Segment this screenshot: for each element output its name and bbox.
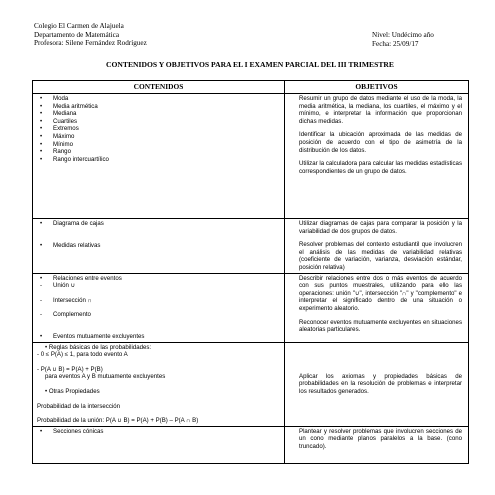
objective-text: Utilizar la calculadora para calcular las medidas estadísticas correspondientes de un grupo de datos. [299,160,462,175]
table-row [33,219,469,274]
objective-text: Describir relaciones entre dos o más eventos de acuerdo con sus puntos muestrales, utilizando para ello las operaciones: unión "∪", intersección "∩" y "complemento" e interpretar el significado dentro de una situación o experimento aleatorio. [299,274,462,312]
department: Departamento de Matemática [34,30,120,39]
objetivos-cell [285,273,469,342]
list-item: - Unión ∪ [40,282,76,290]
level: Nivel: Undécimo año [372,31,434,39]
objective-text: Identificar la ubicación aproximada de las medidas de posición de acuerdo con el tipo de asimetría de la distribución de los datos. [299,131,462,154]
list-item: • Medidas relativas [40,241,101,249]
list-item: • Mínimo [40,140,73,148]
rule-line: - 0 ≤ P(A) ≤ 1, para todo evento A [37,351,128,359]
objetivos-cell [285,94,469,219]
header-right [372,31,434,48]
document-title: CONTENIDOS Y OBJETIVOS PARA EL I EXAMEN PARCIAL DEL III TRIMESTRE [106,60,394,69]
list-item: • Extremos [40,125,79,133]
contenidos-cell [33,94,285,219]
list-item: • Moda [40,95,69,102]
list-item: - Intersección ∩ [40,296,92,304]
objective-text: Resumir un grupo de datos mediante el uso de la moda, la media aritmética, la mediana, los cuartiles, el máximo y el mínimo, e interpretar la información que proporcionan dichas medidas. [299,95,462,125]
objetivos-cell [285,426,469,463]
objective-text: Aplicar los axiomas y propiedades básicas de probabilidades en la resolución de problemas e interpretar los resultados generados. [299,372,462,395]
list-item: • Rango intercuartílico [40,155,109,163]
objective-text: Plantear y resolver problemas que involucren secciones de un cono mediante planos paralelos a la base. (cono truncado). [299,427,462,450]
table-row [33,426,469,463]
list-item: • Máximo [40,132,75,140]
list-item: • Cuartiles [40,117,78,125]
table-row [33,94,469,219]
list-item: • Rango [40,148,71,156]
objetivos-cell [285,219,469,274]
objetivos-cell [285,342,469,426]
rule-line: • Otras Propiedades [45,387,100,395]
table-header-row [33,81,469,94]
school-name: Colegio El Carmen de Alajuela [34,22,124,30]
list-item: • Mediana [40,110,77,118]
header-contenidos: CONTENIDOS [33,81,285,94]
contenidos-cell [33,273,285,342]
teacher: Profesora: Silene Fernández Rodríguez [34,39,147,48]
rule-line: Probabilidad de la intersección [37,402,120,410]
objective-text: Resolver problemas del contexto estudiantil que involucren el análisis de las medidas de variabilidad relativas (coeficiente de variación, varianza, desviación estándar, posición relativa) [299,241,462,271]
contents-table [32,80,469,464]
contenidos-cell [33,426,285,463]
rule-line: • Reglas básicas de las probabilidades: [45,343,152,351]
list-item: • Secciones cónicas [40,427,104,435]
table-row [33,273,469,342]
list-item: • Relaciones entre eventos [40,274,122,282]
contenidos-cell [33,342,285,426]
objective-text: Reconocer eventos mutuamente excluyentes en situaciones aleatorias particulares. [299,318,462,334]
header-objetivos: OBJETIVOS [285,81,469,94]
rule-line: Probabilidad de la unión: P(A ∪ B) = P(A) + P(B) – P(A ∩ B) [37,417,199,425]
list-item: • Media aritmética [40,102,98,110]
contenidos-cell [33,219,285,274]
rule-line: - P(A ∪ B) = P(A) + P(B) [37,365,103,373]
rule-line: para eventos A y B mutuamente excluyentes [45,373,166,381]
list-item: - Complemento [40,311,91,319]
header-left [34,22,147,48]
list-item: • Diagrama de cajas [40,220,104,227]
list-item: • Eventos mutuamente excluyentes [40,332,145,340]
objective-text: Utilizar diagramas de cajas para comparar la posición y la variabilidad de dos grupos de datos. [299,220,462,235]
table-row [33,342,469,426]
date: Fecha: 25/09/17 [372,39,419,48]
